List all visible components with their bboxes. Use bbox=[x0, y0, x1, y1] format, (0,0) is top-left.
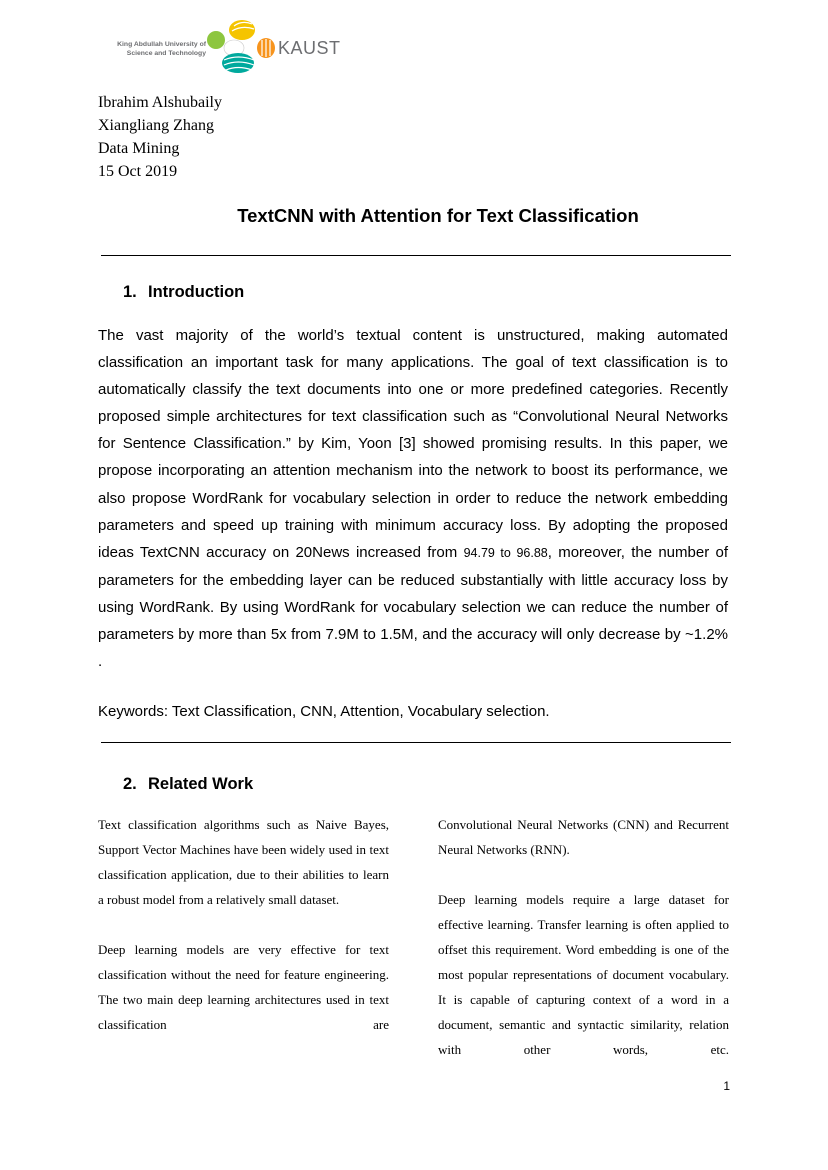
university-name bbox=[106, 40, 206, 58]
author-name: Xiangliang Zhang bbox=[98, 117, 214, 134]
title-divider bbox=[101, 255, 731, 256]
section-number: 1. bbox=[123, 283, 137, 301]
keywords-divider bbox=[101, 742, 731, 743]
intro-text: The vast majority of the world’s textual content is unstructured, making automated classification an important task for many applications. The goal of text classification is to automatically classify the text documents into one or more predefined categories. Recently proposed simple architectures for text classification such as “Convolutional Neural Networks for Sentence Classification.” by Kim, Yoon [3] showed promising results. In this paper, we propose incorporating an attention mechanism into the network to boost its performance, we also propose WordRank for vocabulary selection in order to reduce the network embedding parameters and speed up training with minimum accuracy loss. By adopting the proposed ideas TextCNN accuracy on 20News increased from bbox=[98, 327, 728, 561]
author-block bbox=[98, 91, 222, 183]
section-heading-introduction bbox=[123, 283, 244, 302]
page-number: 1 bbox=[723, 1079, 730, 1093]
kaust-wordmark: KAUST bbox=[278, 38, 341, 58]
section-title: Introduction bbox=[148, 283, 245, 301]
related-work-right-column bbox=[438, 812, 729, 1062]
section-title: Related Work bbox=[148, 775, 254, 793]
author-name: Ibrahim Alshubaily bbox=[98, 94, 222, 111]
university-line-2: Science and Technology bbox=[126, 50, 206, 57]
paragraph: Deep learning models are very effective for text classification without the need for feature engineering. The two main deep learning architectures used in text classification are bbox=[98, 942, 389, 1032]
keywords-line: Keywords: Text Classification, CNN, Attention, Vocabulary selection. bbox=[98, 703, 550, 720]
intro-accuracy-values: 94.79 to 96.88 bbox=[463, 545, 548, 560]
section-number: 2. bbox=[123, 775, 137, 793]
paragraph: Deep learning models require a large dataset for effective learning. Transfer learning is often applied to offset this requirement. Word embedding is one of the most popular representations of document vocabulary. It is capable of capturing context of a word in a document, semantic and syntactic similarity, relation with other words, etc. bbox=[438, 892, 729, 1057]
introduction-paragraph bbox=[98, 322, 728, 675]
paragraph: Convolutional Neural Networks (CNN) and Recurrent Neural Networks (RNN). bbox=[438, 817, 729, 857]
paper-title: TextCNN with Attention for Text Classification bbox=[237, 205, 639, 226]
paragraph: Text classification algorithms such as Naive Bayes, Support Vector Machines have been widely used in text classification application, due to their abilities to learn a robust model from a relatively small dataset. bbox=[98, 817, 389, 907]
kaust-logo bbox=[106, 18, 346, 76]
paper-date: 15 Oct 2019 bbox=[98, 163, 178, 180]
related-work-left-column bbox=[98, 812, 389, 1037]
kaust-emblem-icon bbox=[206, 18, 278, 76]
course-name: Data Mining bbox=[98, 140, 180, 157]
university-line-1: King Abdullah University of bbox=[117, 41, 206, 48]
intro-text: , moreover, the number of parameters for the embedding layer can be reduced substantially with little accuracy loss by using WordRank. By using WordRank for vocabulary selection we can reduce the number of parameters by more than 5x from 7.9M to 1.5M, and the accuracy will only decrease by ~1.2% . bbox=[98, 543, 728, 671]
section-heading-related-work bbox=[123, 775, 253, 794]
